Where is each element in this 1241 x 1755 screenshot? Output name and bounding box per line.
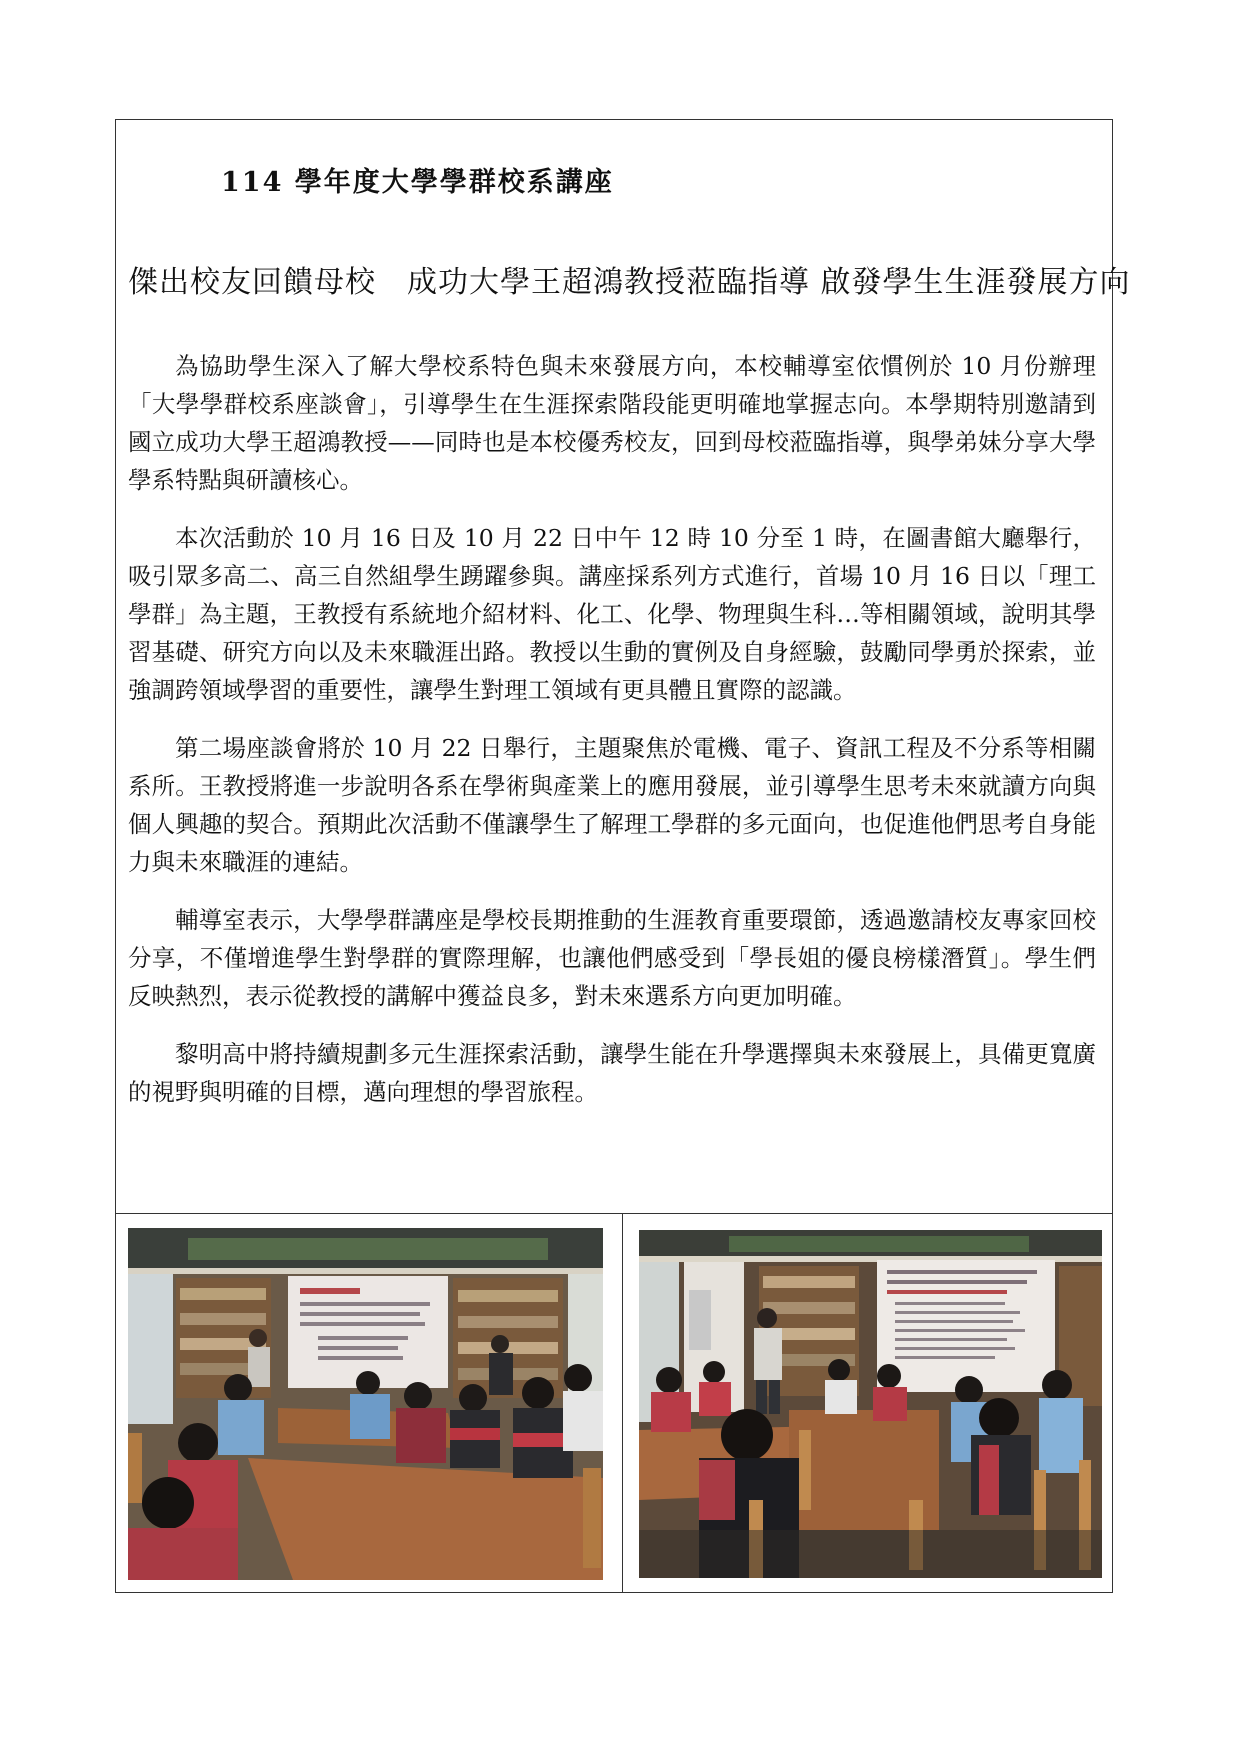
document-frame <box>115 119 1131 1593</box>
paragraph-3: 第二場座談會將於 10 月 22 日舉行，主題聚焦於電機、電子、資訊工程及不分系等相關系所。王教授將進一步說明各系在學術與產業上的應用發展，並引導學生思考未來就讀方向與個人興趣的契合。預期此次活動不僅讓學生了解理工學群的多元面向，也促進他們思考自身能力與未來職涯的連結。 <box>128 734 1096 876</box>
event-kicker-title: 114 學年度大學學群校系講座 <box>221 167 614 198</box>
photo-divider <box>622 1214 623 1592</box>
paragraph-5: 黎明高中將持續規劃多元生涯探索活動，讓學生能在升學選擇與未來發展上，具備更寬廣的視野與明確的目標，邁向理想的學習旅程。 <box>128 1040 1096 1106</box>
article-body <box>128 347 1096 1131</box>
photo-row <box>116 1214 1112 1592</box>
lecture-photo-right-image <box>639 1230 1102 1578</box>
paragraph-4: 輔導室表示，大學學群講座是學校長期推動的生涯教育重要環節，透過邀請校友專家回校分享，不僅增進學生對學群的實際理解，也讓他們感受到「學長姐的優良榜樣潛質」。學生們反映熱烈，表示從教授的講解中獲益良多，對未來選系方向更加明確。 <box>128 906 1096 1010</box>
lecture-photo-left <box>128 1228 603 1580</box>
paragraph-1: 為協助學生深入了解大學校系特色與未來發展方向，本校輔導室依慣例於 10 月份辦理「大學學群校系座談會」，引導學生在生涯探索階段能更明確地掌握志向。本學期特別邀請到國立成功大學王超鴻教授——同時也是本校優秀校友，回到母校蒞臨指導，與學弟妹分享大學學系特點與研讀核心。 <box>128 352 1096 494</box>
paragraph-2: 本次活動於 10 月 16 日及 10 月 22 日中午 12 時 10 分至 1 時，在圖書館大廳舉行，吸引眾多高二、高三自然組學生踴躍參與。講座採系列方式進行，首場 10 月 16 日以「理工學群」為主題，王教授有系統地介紹材料、化工、化學、物理與生科…等相關領域，說明其學習基礎、研究方向以及未來職涯出路。教授以生動的實例及自身經驗，鼓勵同學勇於探索，並強調跨領域學習的重要性，讓學生對理工領域有更具體且實際的認識。 <box>128 524 1096 704</box>
article-headline: 傑出校友回饋母校 成功大學王超鴻教授蒞臨指導 啟發學生生涯發展方向 <box>128 265 1131 300</box>
article-cell <box>116 120 1131 1214</box>
lecture-photo-right <box>639 1230 1102 1578</box>
lecture-photo-left-image <box>128 1228 603 1580</box>
